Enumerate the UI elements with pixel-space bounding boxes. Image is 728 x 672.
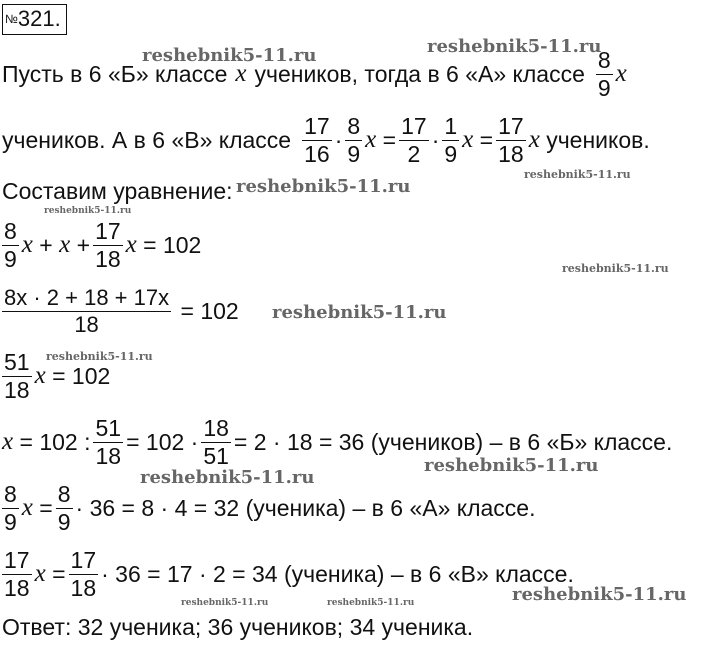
watermark: reshebnik5-11.ru [181, 598, 269, 608]
equation-6 [2, 544, 574, 604]
text: = 102 · [126, 428, 199, 455]
problem-number-value: 321. [17, 6, 61, 31]
text: = 102 [180, 297, 239, 324]
watermark: reshebnik5-11.ru [44, 206, 132, 216]
operator: · [431, 126, 440, 153]
numerator: 17 [4, 546, 30, 573]
fraction [2, 348, 32, 403]
fraction [2, 217, 19, 272]
variable-x: x [2, 428, 14, 455]
fraction [2, 284, 171, 337]
fraction [442, 112, 459, 167]
variable-x: x [615, 60, 627, 87]
numerator: 17 [70, 546, 97, 573]
equation-4 [2, 412, 672, 472]
watermark: reshebnik5-11.ru [512, 584, 687, 605]
watermark: reshebnik5-11.ru [562, 262, 669, 275]
fraction [201, 414, 231, 469]
problem-number [2, 4, 67, 35]
fraction [2, 480, 19, 535]
answer-text: Ответ: 32 ученика; 36 учеников; 34 ученика. [2, 613, 474, 640]
denominator: 51 [203, 442, 229, 469]
fraction [93, 217, 123, 272]
denominator: 9 [347, 140, 361, 167]
numerator: 8 [347, 112, 361, 139]
numerator: 51 [4, 348, 30, 375]
fraction [2, 546, 32, 601]
text: · 36 = 8 · 4 = 32 (ученика) – в 6 «А» классе. [75, 494, 536, 521]
operator: · [334, 126, 343, 153]
text: Составим уравнение: [2, 177, 233, 204]
text: = 102 : [19, 428, 91, 455]
equation-3 [2, 346, 110, 406]
text: · 36 = 17 · 2 = 34 (ученика) – в 6 «В» классе. [101, 560, 574, 587]
text: учеников, тогда в 6 «А» классе [254, 60, 585, 87]
denominator: 18 [4, 376, 30, 403]
equation-1 [2, 215, 201, 275]
denominator: 9 [597, 74, 611, 101]
text: учеников. А в 6 «В» классе [2, 126, 292, 153]
text-line-2 [2, 110, 650, 170]
denominator: 18 [70, 574, 97, 601]
denominator: 16 [304, 140, 330, 167]
operator: + [76, 231, 91, 258]
text: учеников. [546, 126, 650, 153]
fraction [93, 414, 123, 469]
variable-x: x [528, 126, 540, 153]
operator: = [39, 494, 53, 521]
variable-x: x [34, 362, 46, 389]
fraction [302, 112, 332, 167]
variable-x: x [365, 126, 377, 153]
numerator: 1 [444, 112, 458, 139]
denominator: 18 [4, 574, 30, 601]
watermark: reshebnik5-11.ru [272, 302, 447, 323]
fraction [496, 112, 526, 167]
text: = 102 [143, 231, 202, 258]
variable-x: x [21, 231, 33, 258]
watermark: reshebnik5-11.ru [424, 455, 599, 476]
watermark: reshebnik5-11.ru [524, 168, 631, 181]
fraction [399, 112, 429, 167]
operator: = [52, 560, 66, 587]
text: = 2 · 18 = 36 (учеников) – в 6 «Б» классе. [233, 428, 673, 455]
variable-x: x [235, 60, 247, 87]
variable-x: x [59, 231, 71, 258]
denominator: 9 [444, 140, 458, 167]
equation-2 [2, 280, 239, 342]
variable-x: x [34, 560, 46, 587]
number-sign: № [5, 12, 18, 26]
numerator: 17 [304, 112, 330, 139]
variable-x: x [21, 494, 33, 521]
denominator: 9 [4, 245, 17, 272]
numerator: 8 [57, 480, 71, 507]
watermark: reshebnik5-11.ru [140, 467, 315, 488]
denominator: 18 [95, 245, 121, 272]
variable-x: x [462, 126, 474, 153]
watermark: reshebnik5-11.ru [327, 598, 415, 608]
equation-5 [2, 478, 535, 538]
numerator: 8 [4, 480, 17, 507]
operator: = [479, 126, 494, 153]
text: = 102 [52, 362, 111, 389]
denominator: 18 [95, 442, 122, 469]
watermark: reshebnik5-11.ru [427, 36, 602, 57]
watermark: reshebnik5-11.ru [142, 45, 317, 66]
answer-line [2, 612, 473, 642]
denominator: 18 [74, 311, 99, 337]
fraction [345, 112, 362, 167]
fraction [56, 480, 73, 535]
numerator: 17 [401, 112, 427, 139]
text: Пусть в 6 «Б» классе [2, 60, 228, 87]
watermark: reshebnik5-11.ru [236, 176, 411, 197]
denominator: 9 [4, 508, 17, 535]
fraction [69, 546, 99, 601]
numerator: 17 [498, 112, 524, 139]
numerator: 51 [95, 414, 122, 441]
variable-x: x [125, 231, 137, 258]
denominator: 9 [57, 508, 71, 535]
operator: = [382, 126, 397, 153]
fraction [596, 46, 613, 101]
numerator: 8x · 2 + 18 + 17x [4, 284, 170, 310]
operator: + [39, 231, 53, 258]
text-line-3 [2, 176, 233, 206]
watermark: reshebnik5-11.ru [46, 350, 153, 363]
numerator: 17 [95, 217, 121, 244]
numerator: 8 [597, 46, 611, 73]
denominator: 2 [407, 140, 421, 167]
numerator: 18 [203, 414, 229, 441]
numerator: 8 [4, 217, 17, 244]
denominator: 18 [498, 140, 524, 167]
text-line-1 [2, 44, 627, 104]
